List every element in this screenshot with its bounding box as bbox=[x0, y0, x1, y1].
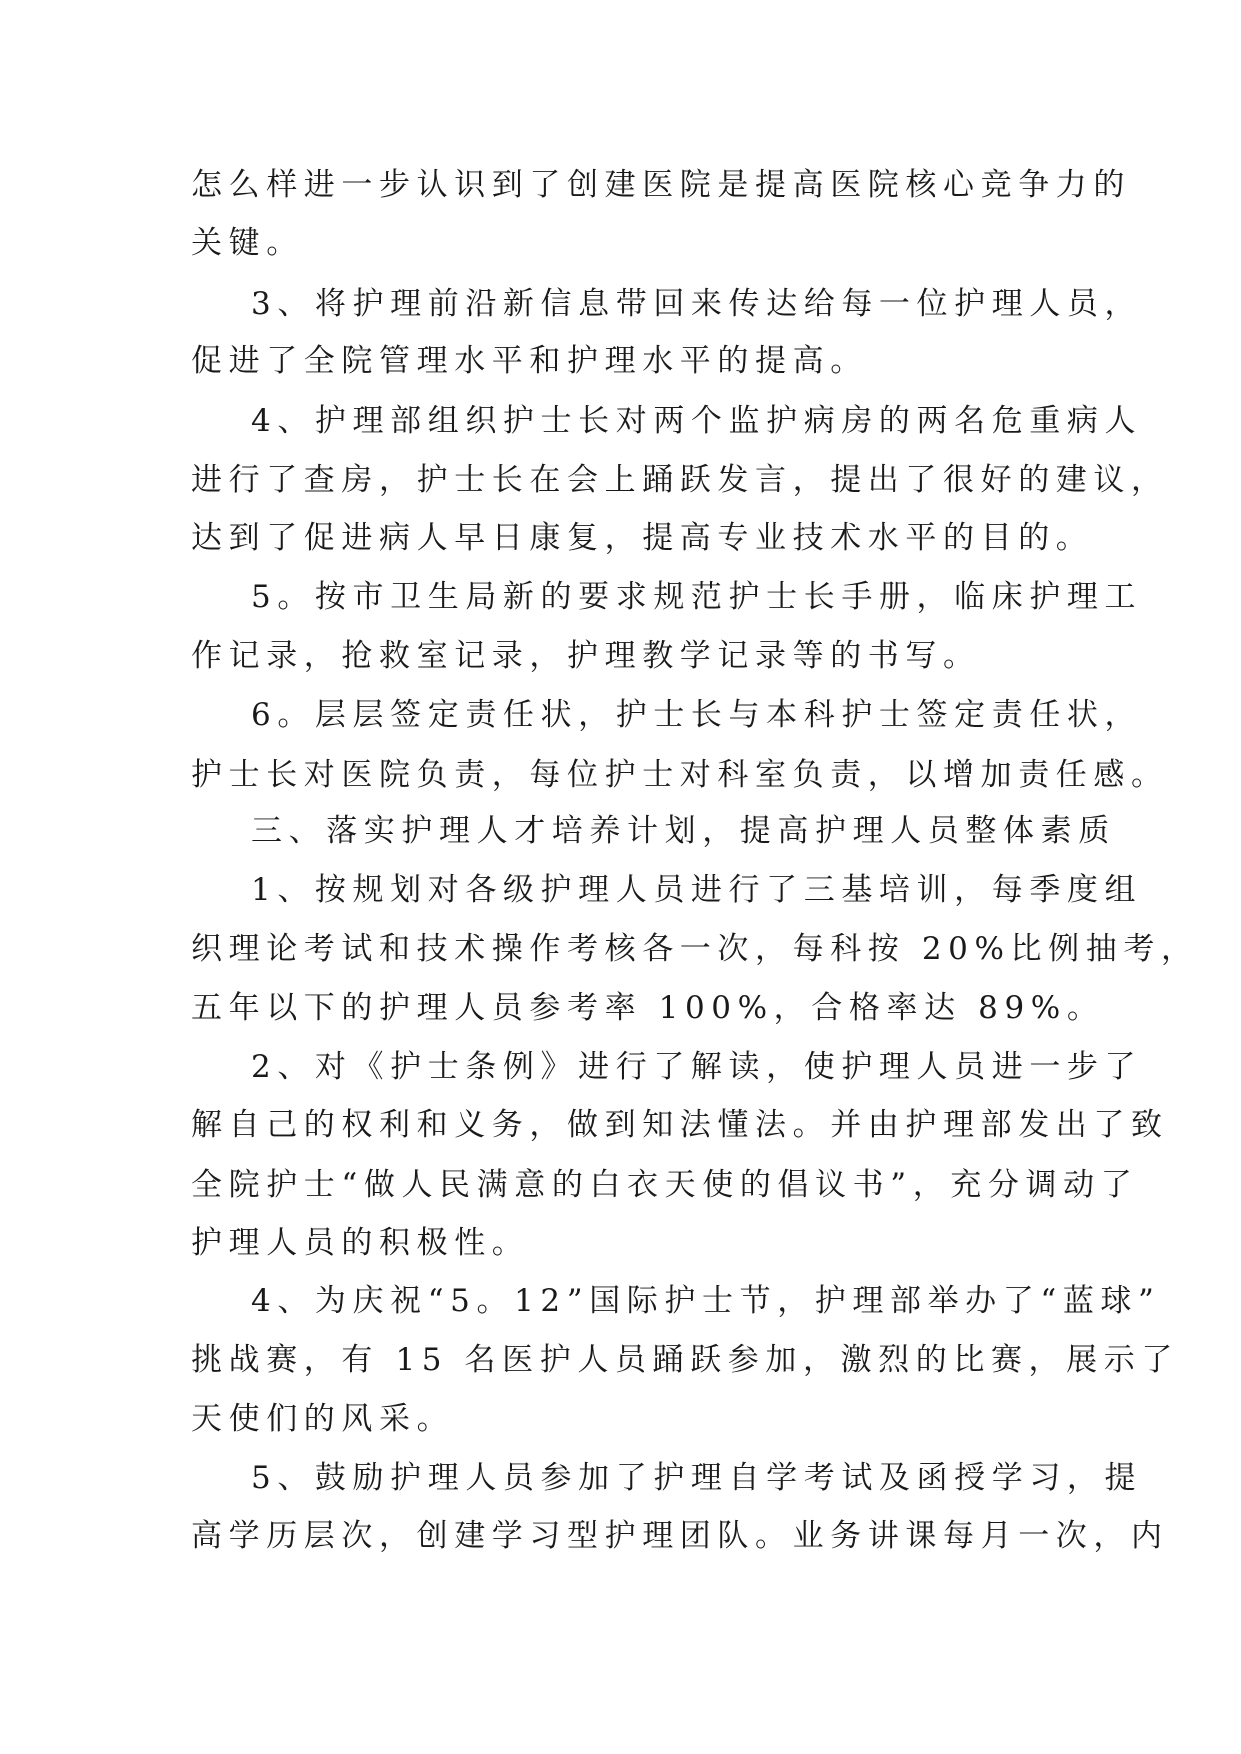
text-line: 作记录，抢救室记录，护理教学记录等的书写。 bbox=[191, 638, 981, 674]
text-line: 护理人员的积极性。 bbox=[191, 1225, 530, 1261]
text-line: 怎么样进一步认识到了创建医院是提高医院核心竞争力的 bbox=[191, 167, 1131, 203]
text-line: 高学历层次，创建学习型护理团队。业务讲课每月一次，内 bbox=[191, 1518, 1169, 1554]
text-line: 关键。 bbox=[191, 225, 304, 261]
text-line: 4、为庆祝“5。12”国际护士节，护理部举办了“蓝球” bbox=[251, 1283, 1161, 1319]
text-line: 1、按规划对各级护理人员进行了三基培训，每季度组 bbox=[251, 872, 1143, 908]
text-line: 达到了促进病人早日康复，提高专业技术水平的目的。 bbox=[191, 520, 1094, 556]
text-line: 2、对《护士条例》进行了解读，使护理人员进一步了 bbox=[251, 1049, 1143, 1085]
text-line: 4、护理部组织护士长对两个监护病房的两名危重病人 bbox=[251, 403, 1143, 439]
text-line: 进行了查房，护士长在会上踊跃发言，提出了很好的建议， bbox=[191, 462, 1169, 498]
text-line: 促进了全院管理水平和护理水平的提高。 bbox=[191, 343, 868, 379]
text-line: 织理论考试和技术操作考核各一次，每科按 20%比例抽考， bbox=[191, 931, 1199, 967]
text-line: 挑战赛，有 15 名医护人员踊跃参加，激烈的比赛，展示了 bbox=[191, 1342, 1179, 1378]
text-line: 6。层层签定责任状，护士长与本科护士签定责任状， bbox=[251, 697, 1143, 733]
text-line: 护士长对医院负责，每位护士对科室负责，以增加责任感。 bbox=[191, 757, 1169, 793]
text-line: 解自己的权利和义务，做到知法懂法。并由护理部发出了致 bbox=[191, 1107, 1169, 1143]
text-line: 天使们的风采。 bbox=[191, 1401, 455, 1437]
text-line: 5、鼓励护理人员参加了护理自学考试及函授学习，提 bbox=[251, 1460, 1143, 1496]
text-line: 5。按市卫生局新的要求规范护士长手册，临床护理工 bbox=[251, 579, 1143, 615]
section-heading: 三、落实护理人才培养计划，提高护理人员整体素质 bbox=[251, 813, 1116, 849]
text-line: 全院护士“做人民满意的白衣天使的倡议书”，充分调动了 bbox=[191, 1167, 1139, 1203]
text-line: 3、将护理前沿新信息带回来传达给每一位护理人员， bbox=[251, 286, 1143, 322]
text-line: 五年以下的护理人员参考率 100%，合格率达 89%。 bbox=[191, 990, 1105, 1026]
